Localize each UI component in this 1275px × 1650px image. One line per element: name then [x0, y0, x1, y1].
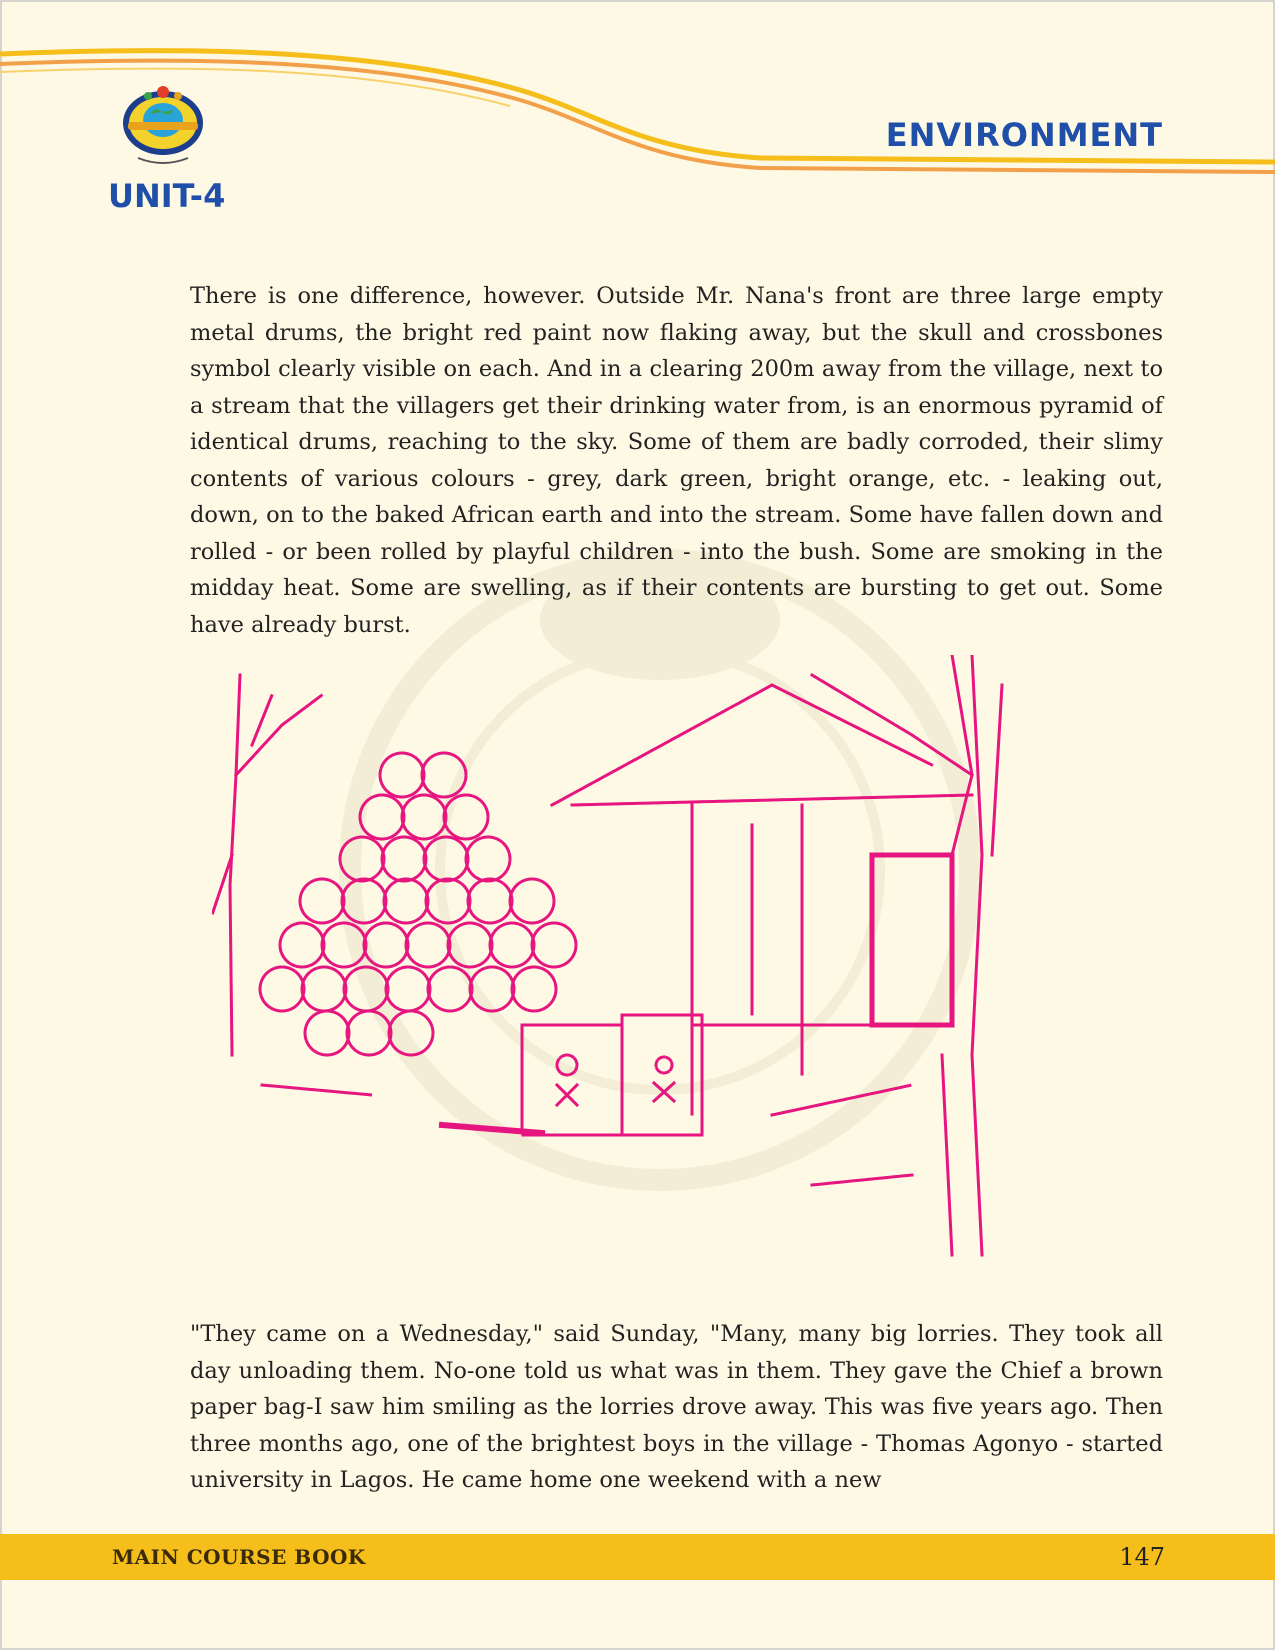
body-paragraph-2: "They came on a Wednesday," said Sunday, "Many, many big lorries. They took all day unloading them. No-one told us what was in them. They gave the Chief a brown paper bag-I saw him smiling as the lorries drove away. This was five years ago. Then three months ago, one of the brightest boys in the village - Thomas Agonyo - started university in Lagos. He came home one weekend with a new	[190, 1321, 1163, 1493]
body-paragraph-1: There is one difference, however. Outside Mr. Nana's front are three large empty metal drums, the bright red paint now flaking away, but the skull and crossbones symbol clearly visible on each. And in a clearing 200m away from the village, next to a stream that the villagers get their drinking water from, is an enormous pyramid of identical drums, reaching to the sky. Some of them are badly corroded, their slimy contents of various colours - grey, dark green, bright orange, etc. - leaking out, down, on to the baked African earth and into the stream. Some have fallen down and rolled - or been rolled by playful children - into the bush. Some are smoking in the midday heat. Some are swelling, as if their contents are bursting to get out. Some have already burst.	[190, 283, 1163, 638]
footer-book-title: MAIN COURSE BOOK	[112, 1545, 366, 1569]
unit-label: UNIT-4	[108, 177, 226, 215]
logo-emblem-icon	[118, 78, 208, 178]
drum-pyramid-illustration	[212, 655, 1062, 1290]
page-number: 147	[1119, 1543, 1165, 1571]
section-title: ENVIRONMENT	[885, 116, 1163, 154]
